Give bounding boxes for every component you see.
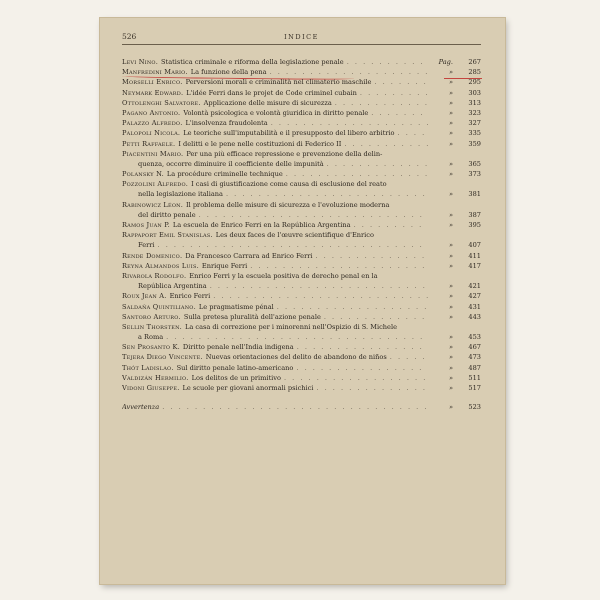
entry-title: Avvertenza: [122, 403, 160, 412]
entry-page-number: 517: [468, 384, 481, 392]
entry-page-number: 417: [468, 261, 481, 270]
toc-entry: [122, 322, 481, 342]
dot-leader: [315, 251, 428, 261]
entry-author: Petti Raffaele.: [122, 139, 176, 148]
entry-title: Diritto penale nell'India indigena: [182, 343, 294, 352]
entry-title: Sul diritto penale latino-americano: [176, 363, 294, 372]
dot-leader: [390, 352, 428, 362]
pag-marker: »: [448, 210, 453, 219]
entry-page-number: 365: [468, 159, 481, 168]
toc-line: [122, 291, 481, 301]
toc-entry: [122, 352, 481, 362]
entry-author: Valdizán Hermilio.: [122, 373, 189, 382]
toc-line: [122, 230, 481, 240]
entry-author: Rabinowicz Léon.: [122, 200, 184, 209]
toc-line: [122, 312, 481, 322]
dot-leader: [284, 373, 428, 383]
entry-title: Los delitos de un primitivo: [191, 373, 281, 382]
dot-leader: [162, 402, 428, 412]
toc-line: [122, 149, 481, 159]
entry-page-number: 381: [468, 190, 481, 199]
entry-author: Manfredini Mario.: [122, 68, 188, 77]
entry-page-number: 303: [468, 88, 481, 97]
pag-marker: »: [448, 129, 453, 138]
entry-title: I delitti e le pene nelle costituzioni di Federico II: [178, 139, 342, 148]
entry-author: Levi Nino.: [122, 58, 159, 66]
dot-leader: [316, 383, 428, 393]
toc-line: [122, 363, 481, 373]
dot-leader: [286, 169, 428, 179]
toc-line: [122, 57, 481, 67]
dot-leader: [271, 118, 428, 128]
toc-line: [122, 200, 481, 210]
dot-leader: [166, 332, 428, 342]
pag-marker: »: [448, 302, 453, 311]
entry-page-number: 411: [468, 251, 481, 260]
entry-page-number: 335: [468, 129, 481, 138]
pag-marker: »: [448, 190, 453, 199]
toc-line: [122, 98, 481, 108]
entry-page-number: 313: [468, 98, 481, 107]
entry-page-number: 267: [468, 58, 481, 66]
pag-marker: »: [448, 333, 453, 342]
toc-entry: [122, 118, 481, 128]
entry-title: del diritto penale: [138, 210, 196, 219]
entry-title: Da Francesco Carrara ad Enrico Ferri: [185, 251, 313, 260]
pag-marker: »: [448, 108, 453, 117]
entry-author: Sen Prosanto K.: [122, 343, 180, 352]
toc-line: [122, 220, 481, 230]
dot-leader: [360, 88, 428, 98]
toc-entry: [122, 77, 481, 87]
pag-marker: »: [448, 384, 453, 392]
dot-leader: [335, 98, 428, 108]
toc-line: [122, 139, 481, 149]
toc-entry: [122, 108, 481, 118]
toc-entry: [122, 67, 481, 77]
pag-marker: »: [448, 353, 453, 362]
toc-line: [122, 342, 481, 352]
toc-entry: [122, 98, 481, 108]
toc-line: [122, 88, 481, 98]
dot-leader: [296, 363, 428, 373]
entry-author: Pozzolini Alfredo.: [122, 180, 189, 189]
pag-marker: Pag.: [438, 58, 453, 66]
toc-entry: [122, 373, 481, 383]
dot-leader: [347, 57, 428, 67]
dot-leader: [158, 240, 428, 250]
pag-marker: »: [448, 403, 453, 412]
entry-page-number: 359: [468, 139, 481, 148]
entry-title: La casa di correzione per i minorenni nell'Ospizio di S. Michele: [184, 322, 397, 331]
header-rule: [122, 44, 481, 45]
entry-author: Rappaport Emil Stanislas.: [122, 231, 213, 240]
entry-page-number: 443: [468, 312, 481, 321]
entry-author: Saldaña Quintiliano.: [122, 302, 196, 311]
pag-marker: »: [448, 68, 453, 77]
toc-line: [122, 352, 481, 362]
entry-page-number: 427: [468, 292, 481, 301]
toc-entry: [122, 312, 481, 322]
toc-line: [122, 332, 481, 342]
pag-marker: »: [448, 282, 453, 291]
toc-line: [122, 261, 481, 271]
toc-line: [122, 159, 481, 169]
pag-marker: »: [448, 78, 453, 87]
toc-entry: [122, 200, 481, 220]
entry-title: República Argentina: [138, 282, 207, 291]
entry-author: Palopoli Nicola.: [122, 129, 181, 138]
entry-page-number: 373: [468, 170, 481, 179]
entry-author: Santoro Arturo.: [122, 312, 181, 321]
pag-marker: »: [448, 292, 453, 301]
toc-line: [122, 108, 481, 118]
toc-entry: [122, 291, 481, 301]
entry-author: Neymark Edward.: [122, 88, 184, 97]
dot-leader: [371, 108, 428, 118]
entry-page-number: 467: [468, 343, 481, 352]
page-number: 526: [122, 32, 137, 41]
dot-leader: [250, 261, 428, 271]
entry-author: Ramos Juan P.: [122, 221, 170, 229]
toc-entry: [122, 261, 481, 271]
entry-title: La procédure criminelle technique: [166, 170, 283, 179]
pag-marker: »: [448, 343, 453, 352]
entry-page-number: 407: [468, 241, 481, 250]
entry-title: nella legislazione italiana: [138, 190, 223, 199]
entry-title: Il problema delle misure di sicurezza e l'evoluzione moderna: [186, 200, 390, 209]
dot-leader: [327, 159, 428, 169]
entry-author: Morselli Enrico.: [122, 78, 183, 87]
toc-line: [122, 373, 481, 383]
toc-line: [122, 302, 481, 312]
toc-line: [122, 118, 481, 128]
toc-entry-avvertenza: [122, 402, 481, 412]
entry-title: I casi di giustificazione come causa di esclusione del reato: [191, 180, 387, 189]
toc-entry: [122, 363, 481, 373]
page-header: [122, 32, 481, 46]
dot-leader: [297, 342, 428, 352]
toc-line: [122, 402, 481, 412]
entry-page-number: 421: [468, 282, 481, 291]
entry-page-number: 387: [468, 210, 481, 219]
entry-author: Thót Ladislao.: [122, 363, 174, 372]
toc-line: [122, 271, 481, 281]
section-spacer: [122, 393, 481, 402]
entry-page-number: 295: [468, 78, 481, 87]
entry-title: Les deux faces de l'œuvre scientifique d'Enrico: [215, 231, 374, 240]
toc-line: [122, 240, 481, 250]
dot-leader: [354, 220, 428, 230]
book-page: [100, 18, 505, 584]
toc-entry: [122, 251, 481, 261]
entry-title: La funzione della pena: [190, 68, 267, 77]
pag-marker: »: [448, 363, 453, 372]
entry-title: Enrico Ferri: [169, 292, 211, 301]
entry-title: Per una più efficace repressione e prevenzione della delin-: [186, 149, 383, 158]
toc-entry: [122, 128, 481, 138]
entry-page-number: 511: [468, 373, 481, 382]
entry-title: Nuevas orientaciones del delito de abandono de niños: [205, 353, 387, 362]
entry-page-number: 473: [468, 353, 481, 362]
entry-title: Enrico Ferri y la escuela positiva de derecho penal en la: [189, 271, 378, 280]
toc-entry: [122, 149, 481, 169]
dot-leader: [374, 77, 428, 87]
entry-title: Perversioni morali e criminalità nel climaterio maschile: [185, 78, 372, 87]
entry-title: quenza, occorre diminuire il coefficiente delle impunità: [138, 159, 324, 168]
dot-leader: [210, 281, 428, 291]
toc-entry: [122, 383, 481, 393]
pag-marker: »: [448, 241, 453, 250]
entry-page-number: 323: [468, 108, 481, 117]
pag-marker: »: [448, 312, 453, 321]
pag-marker: »: [448, 261, 453, 270]
entry-author: Roux Jean A.: [122, 292, 167, 301]
entry-title: Statistica criminale e riforma della legislazione penale: [161, 58, 344, 66]
dot-leader: [324, 312, 428, 322]
entry-title: L'insolvenza fraudolenta: [185, 119, 268, 128]
entry-title: Le pragmatisme pénal: [198, 302, 274, 311]
dot-leader: [226, 189, 428, 199]
entry-author: Ottolenghi Salvatore.: [122, 98, 201, 107]
pag-marker: »: [448, 221, 453, 229]
entry-title: L'idée Ferri dans le projet de Code criminel cubain: [186, 88, 357, 97]
toc-line: [122, 189, 481, 199]
entry-title: Volontà psicologica e volontà giuridica in diritto penale: [183, 108, 369, 117]
running-title: INDICE: [284, 33, 319, 41]
entry-title: Applicazione delle misure di sicurezza: [203, 98, 332, 107]
toc-entry: [122, 342, 481, 352]
entry-author: Sellin Thorsten.: [122, 322, 182, 331]
toc-line: [122, 77, 481, 87]
pag-marker: »: [448, 170, 453, 179]
entry-author: Reyna Almandos Luis.: [122, 261, 199, 270]
toc-line: [122, 251, 481, 261]
dot-leader: [199, 210, 428, 220]
toc-entry: [122, 179, 481, 199]
entry-title: Le scuole per giovani anormali psichici: [182, 384, 314, 392]
entry-page-number: 523: [468, 403, 481, 412]
dot-leader: [398, 128, 428, 138]
pag-marker: »: [448, 98, 453, 107]
toc-entry: [122, 271, 481, 291]
entry-title: La escuela de Enrico Ferri en la República Argentina: [172, 221, 351, 229]
entry-author: Rende Domenico.: [122, 251, 183, 260]
toc-entry: [122, 57, 481, 67]
pag-marker: »: [448, 251, 453, 260]
dot-leader: [344, 139, 428, 149]
toc-entry: [122, 230, 481, 250]
toc-line: [122, 169, 481, 179]
pag-marker: »: [448, 373, 453, 382]
entry-title: Ferri: [138, 241, 155, 250]
toc-line: [122, 128, 481, 138]
entry-page-number: 285: [468, 68, 481, 77]
entry-page-number: 395: [468, 221, 481, 229]
pag-marker: »: [448, 159, 453, 168]
pag-marker: »: [448, 119, 453, 128]
entry-author: Polansky N.: [122, 170, 164, 179]
toc-entry: [122, 169, 481, 179]
entry-page-number: 487: [468, 363, 481, 372]
entry-author: Vidoni Giuseppe.: [122, 384, 180, 392]
pag-marker: »: [448, 139, 453, 148]
entry-page-number: 453: [468, 333, 481, 342]
toc-line: [122, 210, 481, 220]
pag-marker: »: [448, 88, 453, 97]
toc-line: [122, 322, 481, 332]
entry-title: Le teoriche sull'imputabilità e il presupposto del libero arbitrio: [183, 129, 395, 138]
entry-author: Piacentini Mario.: [122, 149, 184, 158]
toc-entry: [122, 302, 481, 312]
table-of-contents: [122, 57, 481, 412]
toc-entry: [122, 139, 481, 149]
entry-page-number: 431: [468, 302, 481, 311]
entry-author: Rivarola Rodolfo.: [122, 271, 187, 280]
dot-leader: [213, 291, 428, 301]
entry-title: Enrique Ferri: [201, 261, 248, 270]
entry-title: a Roma: [138, 333, 164, 342]
toc-line: [122, 281, 481, 291]
entry-author: Palazzo Alfredo.: [122, 119, 183, 128]
entry-author: Tejera Diego Vincente.: [122, 353, 203, 362]
toc-line: [122, 179, 481, 189]
dot-leader: [277, 302, 428, 312]
entry-author: Pagano Antonio.: [122, 108, 181, 117]
toc-entry: [122, 220, 481, 230]
entry-page-number: 327: [468, 119, 481, 128]
toc-line: [122, 383, 481, 393]
entry-title: Sulla pretesa pluralità dell'azione penale: [183, 312, 321, 321]
toc-entry: [122, 88, 481, 98]
